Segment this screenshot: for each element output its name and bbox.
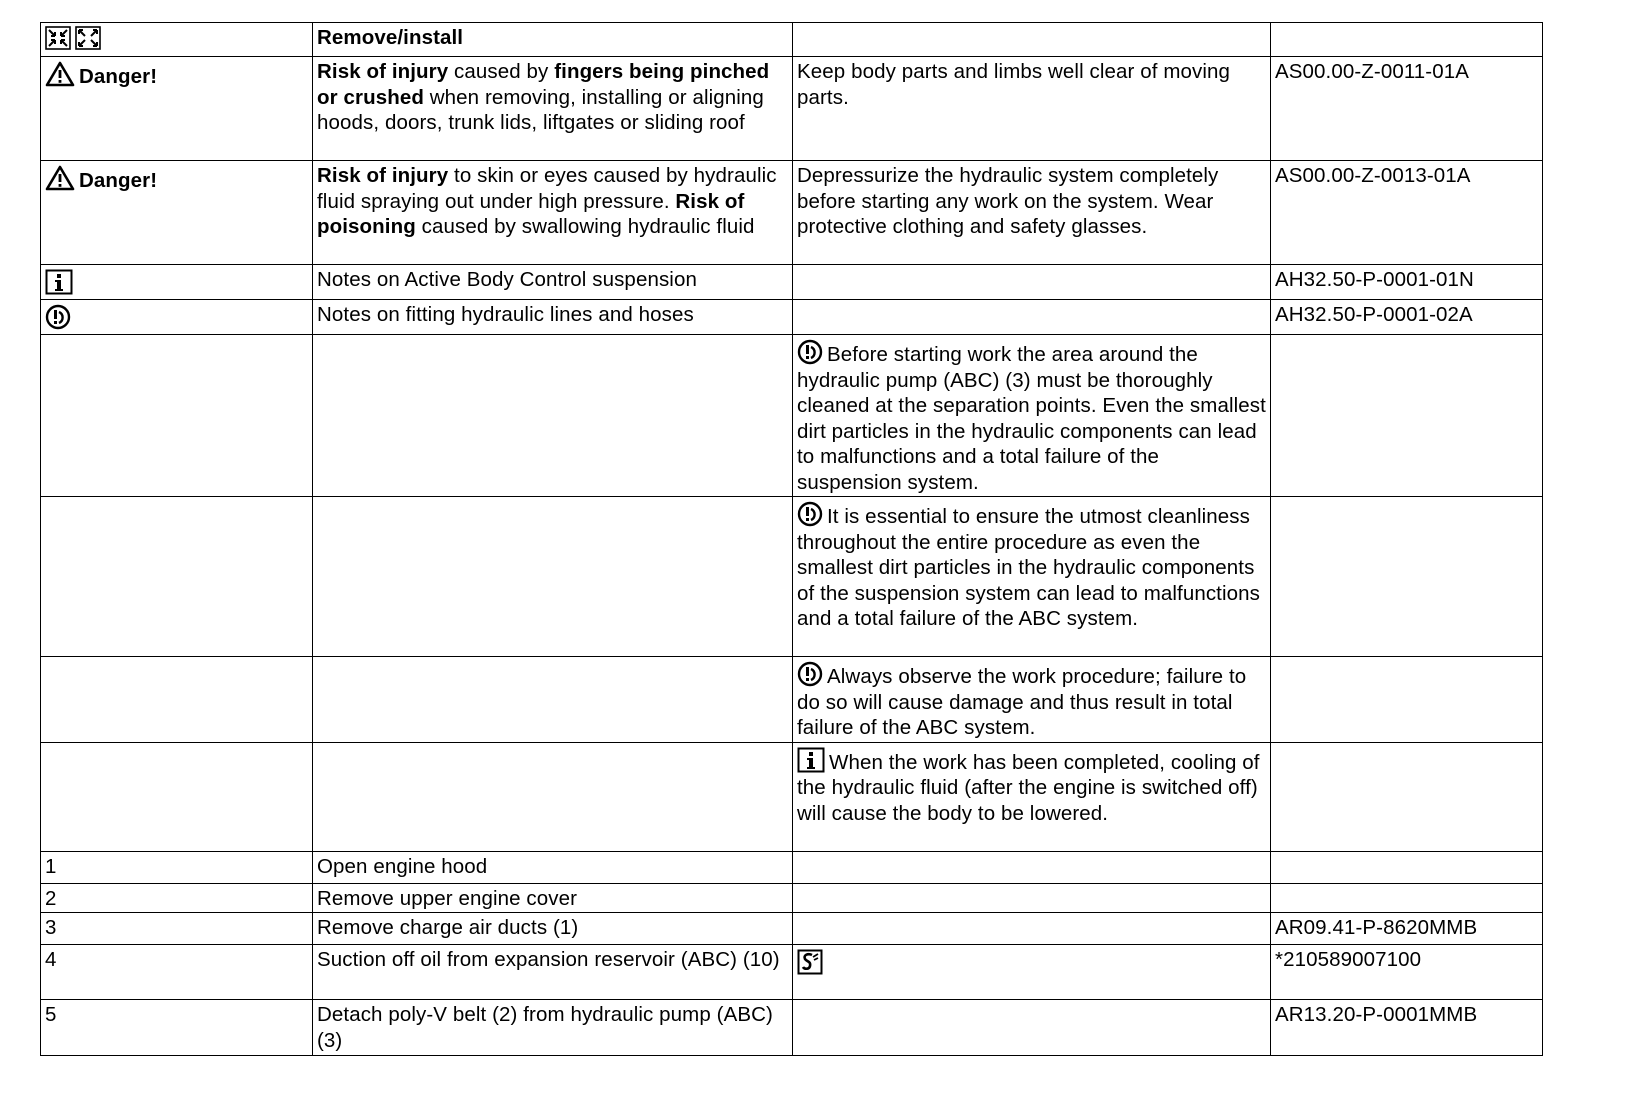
hint-empty-cell [1271, 742, 1543, 851]
reference-code [1271, 883, 1543, 913]
step-text: Remove charge air ducts (1) [313, 913, 793, 945]
hint-text-cell [793, 742, 1271, 851]
hint-empty-cell [1271, 335, 1543, 497]
danger-label: Danger! [79, 65, 158, 88]
risk-text: Risk of injury [317, 164, 449, 187]
risk-text: when removing, installing or aligning hoods, doors, trunk lids, liftgates or sliding roof [317, 85, 764, 134]
step-number: 4 [41, 945, 313, 1000]
risk-text: caused by swallowing hydraulic fluid [415, 215, 755, 238]
risk-text: caused by [448, 60, 555, 83]
special-tool-icon [797, 949, 823, 975]
risk-text: to skin or eyes caused by hydraulic fluid spraying out under high pressure. [317, 164, 777, 213]
step-empty-cell [793, 851, 1271, 883]
hint-empty-cell [313, 335, 793, 497]
step-empty-cell [793, 883, 1271, 913]
step-row [41, 945, 1543, 1000]
risk-text: fingers being pinched or crushed [317, 60, 770, 109]
reference-code [1271, 851, 1543, 883]
risk-text: Risk of injury [317, 60, 449, 83]
hint-empty-cell [313, 497, 793, 657]
reference-code: AH32.50-P-0001-01N [1271, 265, 1543, 300]
risk-text: Risk of poisoning [317, 189, 745, 238]
note-row [41, 265, 1543, 300]
step-number: 5 [41, 1000, 313, 1056]
step-row [41, 851, 1543, 883]
danger-row [41, 57, 1543, 161]
hint-empty-cell [1271, 497, 1543, 657]
hint-text: When the work has been completed, cooling of the hydraulic fluid (after the engine is switched off) will cause the body to be lowered. [797, 750, 1260, 825]
note-row [41, 300, 1543, 335]
reference-code: AR13.20-P-0001MMB [1271, 1000, 1543, 1056]
danger-label-cell [41, 161, 313, 265]
reference-code: AR09.41-P-8620MMB [1271, 913, 1543, 945]
procedure-table [40, 22, 1543, 1056]
step-row [41, 883, 1543, 913]
hint-row [41, 657, 1543, 743]
danger-row [41, 161, 1543, 265]
danger-label-cell [41, 57, 313, 161]
note-icon-cell [41, 300, 313, 335]
hint-empty-cell [41, 657, 313, 743]
hint-text: Before starting work the area around the hydraulic pump (ABC) (3) must be thoroughly cleaned at the separation points. Even the smallest dirt particles in the hydraulic components can lead to malfunctions and a total failure of the suspension system. [797, 343, 1266, 494]
header-title: Remove/install [313, 23, 793, 57]
note-empty-cell [793, 300, 1271, 335]
hint-empty-cell [313, 742, 793, 851]
hint-row [41, 335, 1543, 497]
danger-label: Danger! [79, 169, 158, 192]
step-tool-cell [793, 945, 1271, 1000]
hint-empty-cell [41, 742, 313, 851]
reference-code: *210589007100 [1271, 945, 1543, 1000]
step-number: 1 [41, 851, 313, 883]
hint-empty-cell [41, 335, 313, 497]
caution-icon [45, 304, 71, 330]
hint-empty-cell [313, 657, 793, 743]
safety-measure: Keep body parts and limbs well clear of moving parts. [793, 57, 1271, 161]
safety-measure: Depressurize the hydraulic system completely before starting any work on the system. Wear protective clothing and safety glasses. [793, 161, 1271, 265]
hint-text: Always observe the work procedure; failure to do so will cause damage and thus result in total failure of the ABC system. [797, 665, 1247, 739]
header-icons-cell [41, 23, 313, 57]
note-text: Notes on fitting hydraulic lines and hoses [313, 300, 793, 335]
warning-triangle-icon [45, 61, 75, 87]
hint-row [41, 497, 1543, 657]
hint-text-cell [793, 335, 1271, 497]
caution-icon [797, 339, 823, 365]
step-row [41, 1000, 1543, 1056]
note-icon-cell [41, 265, 313, 300]
hint-text: It is essential to ensure the utmost cleanliness throughout the entire procedure as even the smallest dirt particles in the hydraulic components of the suspension system can lead to malfunctions and a total failure of the ABC system. [797, 505, 1260, 630]
remove-icon [45, 26, 71, 50]
step-text: Suction off oil from expansion reservoir (ABC) (10) [313, 945, 793, 1000]
note-empty-cell [793, 265, 1271, 300]
step-text: Remove upper engine cover [313, 883, 793, 913]
hint-text-cell [793, 657, 1271, 743]
reference-code: AS00.00-Z-0011-01A [1271, 57, 1543, 161]
step-empty-cell [793, 1000, 1271, 1056]
warning-triangle-icon [45, 165, 75, 191]
danger-description [313, 161, 793, 265]
hint-empty-cell [41, 497, 313, 657]
header-empty-cell [1271, 23, 1543, 57]
step-row [41, 913, 1543, 945]
step-number: 3 [41, 913, 313, 945]
danger-description [313, 57, 793, 161]
hint-empty-cell [1271, 657, 1543, 743]
header-empty-cell [793, 23, 1271, 57]
info-icon [45, 269, 73, 295]
reference-code: AS00.00-Z-0013-01A [1271, 161, 1543, 265]
install-icon [75, 26, 101, 50]
step-number: 2 [41, 883, 313, 913]
hint-text-cell [793, 497, 1271, 657]
reference-code: AH32.50-P-0001-02A [1271, 300, 1543, 335]
step-text: Detach poly-V belt (2) from hydraulic pump (ABC) (3) [313, 1000, 793, 1056]
hint-row [41, 742, 1543, 851]
caution-icon [797, 501, 823, 527]
note-text: Notes on Active Body Control suspension [313, 265, 793, 300]
step-text: Open engine hood [313, 851, 793, 883]
caution-icon [797, 661, 823, 687]
step-empty-cell [793, 913, 1271, 945]
header-row [41, 23, 1543, 57]
info-icon [797, 747, 825, 773]
